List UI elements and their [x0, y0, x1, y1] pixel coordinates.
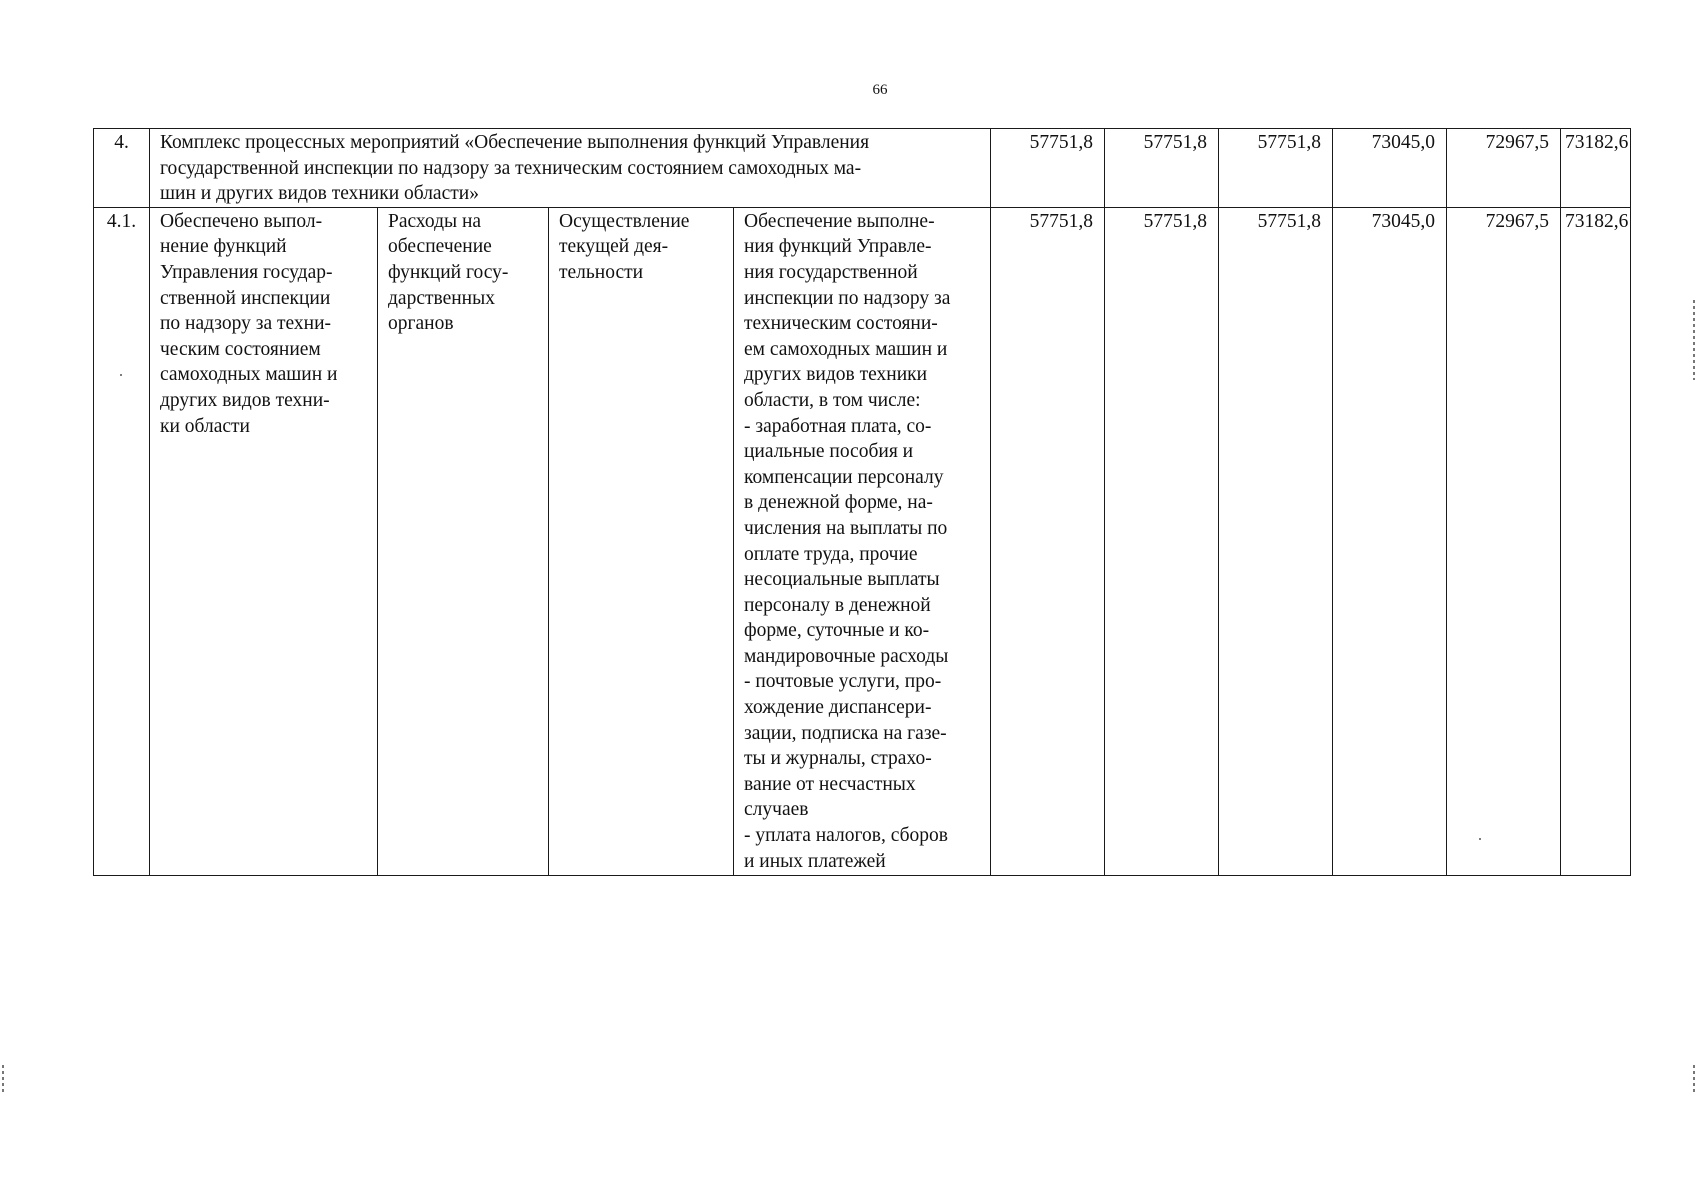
value-cell: 57751,8 [1105, 129, 1219, 208]
value-cell: 73182,6 [1561, 207, 1631, 875]
result-cell: Обеспечено выпол- нение функций Управления государ- ственной инспекции по надзору за техни- ческим состоянием самоходных машин и других видов техни- ки области [150, 207, 378, 875]
value-cell: 73045,0 [1333, 207, 1447, 875]
value-cell: 73045,0 [1333, 129, 1447, 208]
description-cell: Обеспечение выполне- ния функций Управле- ния государственной инспекции по надзору за техническим состояни- ем самоходных машин и других видов техники области, в том числе: - заработная плата, со- циальные пособия и компенсации персоналу в денежной форме, на- числения на выплаты по оплате труда, прочие несоциальные выплаты персоналу в денежной форме, суточные и ко- мандировочные расходы - почтовые услуги, про- хождение диспансери- зации, подписка на газе- ты и журналы, страхо- вание от несчастных случаев - уплата налогов, сборов и иных платежей [734, 207, 991, 875]
value-cell: 57751,8 [1219, 207, 1333, 875]
value-cell: 57751,8 [1219, 129, 1333, 208]
scan-speck [1479, 838, 1481, 840]
value-cell: 72967,5 [1447, 207, 1561, 875]
value-cell: 57751,8 [1105, 207, 1219, 875]
expense-type-cell: Расходы на обеспечение функций госу- дарственных органов [378, 207, 549, 875]
page-number: 66 [872, 82, 888, 98]
row-index: 4.1. [94, 207, 150, 875]
value-cell: 57751,8 [991, 129, 1105, 208]
value-cell: 57751,8 [991, 207, 1105, 875]
activity-cell: Осуществление текущей дея- тельности [549, 207, 734, 875]
value-cell: 73182,6 [1561, 129, 1631, 208]
value-cell: 72967,5 [1447, 129, 1561, 208]
scan-edge-mark-right [1693, 1065, 1695, 1095]
table-row [94, 129, 1631, 208]
table-row [94, 207, 1631, 875]
scan-edge-mark-right-upper [1693, 300, 1695, 380]
budget-table [93, 128, 1631, 876]
scan-speck [120, 374, 122, 376]
scan-edge-mark-left [2, 1065, 4, 1095]
complex-title: Комплекс процессных мероприятий «Обеспечение выполнения функций Управления государственной инспекции по надзору за техническим состоянием самоходных ма- шин и других видов техники области» [150, 129, 991, 208]
row-index: 4. [94, 129, 150, 208]
